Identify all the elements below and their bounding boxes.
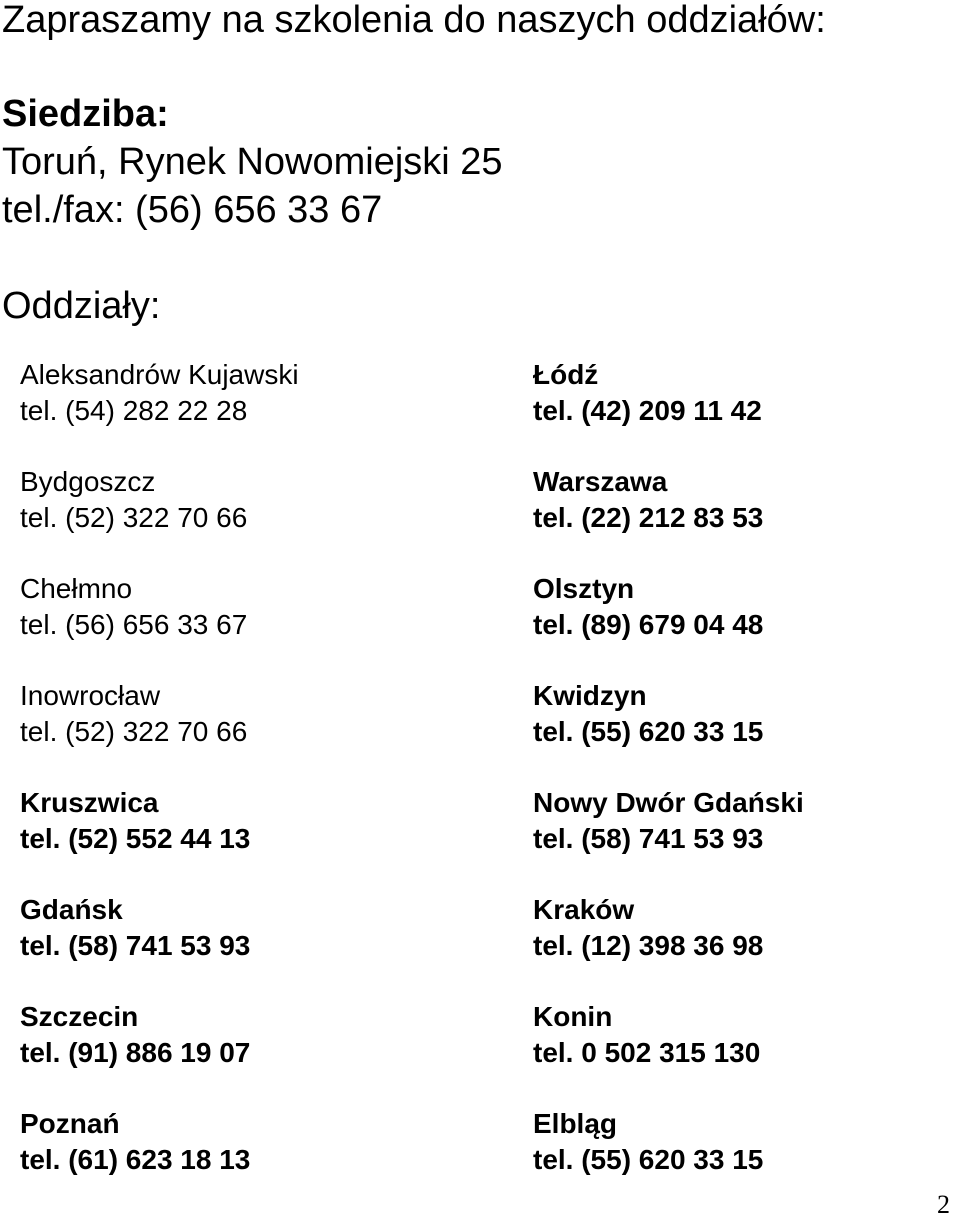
branch-city: Elbląg bbox=[533, 1108, 618, 1139]
branch-phone: tel. (22) 212 83 53 bbox=[533, 502, 764, 533]
branch-elblag bbox=[533, 1106, 763, 1178]
intro-heading: Zapraszamy na szkolenia do naszych oddziałów: bbox=[2, 0, 826, 41]
branch-konin bbox=[533, 999, 760, 1071]
branch-kruszwica bbox=[20, 785, 250, 857]
branch-phone: tel. (58) 741 53 93 bbox=[533, 823, 764, 854]
branch-olsztyn bbox=[533, 571, 763, 643]
branch-phone: tel. (54) 282 22 28 bbox=[20, 395, 248, 426]
headquarters-phone: tel./fax: (56) 656 33 67 bbox=[2, 189, 383, 231]
branch-poznan bbox=[20, 1106, 250, 1178]
branch-phone: tel. (52) 322 70 66 bbox=[20, 502, 248, 533]
branch-city: Kruszwica bbox=[20, 787, 159, 818]
branch-gdansk bbox=[20, 892, 250, 964]
branch-city: Inowrocław bbox=[20, 680, 161, 711]
branch-city: Gdańsk bbox=[20, 894, 123, 925]
branch-nowy-dwor-gdanski bbox=[533, 785, 804, 857]
branch-phone: tel. (91) 886 19 07 bbox=[20, 1037, 251, 1068]
branch-phone: tel. (58) 741 53 93 bbox=[20, 930, 251, 961]
branches-heading: Oddziały: bbox=[2, 285, 161, 327]
branch-city: Nowy Dwór Gdański bbox=[533, 787, 804, 818]
branch-phone: tel. (56) 656 33 67 bbox=[20, 609, 248, 640]
branch-city: Poznań bbox=[20, 1108, 120, 1139]
branch-lodz bbox=[533, 357, 762, 429]
branch-inowroclaw bbox=[20, 678, 247, 750]
branch-city: Łódź bbox=[533, 359, 599, 390]
branch-city: Kraków bbox=[533, 894, 635, 925]
branch-city: Bydgoszcz bbox=[20, 466, 156, 497]
branch-kwidzyn bbox=[533, 678, 763, 750]
branch-chelmno bbox=[20, 571, 247, 643]
branch-city: Warszawa bbox=[533, 466, 668, 497]
branch-warszawa bbox=[533, 464, 763, 536]
branch-city: Konin bbox=[533, 1001, 613, 1032]
branch-phone: tel. (52) 552 44 13 bbox=[20, 823, 251, 854]
branch-phone: tel. (61) 623 18 13 bbox=[20, 1144, 251, 1175]
branch-phone: tel. (12) 398 36 98 bbox=[533, 930, 764, 961]
branch-krakow bbox=[533, 892, 763, 964]
branch-phone: tel. (55) 620 33 15 bbox=[533, 1144, 764, 1175]
page-number: 2 bbox=[937, 1190, 950, 1219]
branch-city: Kwidzyn bbox=[533, 680, 647, 711]
branch-aleksandrow-kujawski bbox=[20, 357, 299, 429]
branch-phone: tel. (55) 620 33 15 bbox=[533, 716, 764, 747]
branch-city: Olsztyn bbox=[533, 573, 635, 604]
branch-city: Aleksandrów Kujawski bbox=[20, 359, 299, 390]
headquarters-address: Toruń, Rynek Nowomiejski 25 bbox=[2, 141, 503, 183]
branch-phone: tel. (89) 679 04 48 bbox=[533, 609, 764, 640]
branch-phone: tel. 0 502 315 130 bbox=[533, 1037, 761, 1068]
branch-city: Szczecin bbox=[20, 1001, 139, 1032]
branch-szczecin bbox=[20, 999, 250, 1071]
branch-phone: tel. (52) 322 70 66 bbox=[20, 716, 248, 747]
branch-bydgoszcz bbox=[20, 464, 247, 536]
headquarters-label: Siedziba: bbox=[2, 93, 169, 135]
branch-phone: tel. (42) 209 11 42 bbox=[533, 395, 762, 426]
branch-city: Chełmno bbox=[20, 573, 133, 604]
